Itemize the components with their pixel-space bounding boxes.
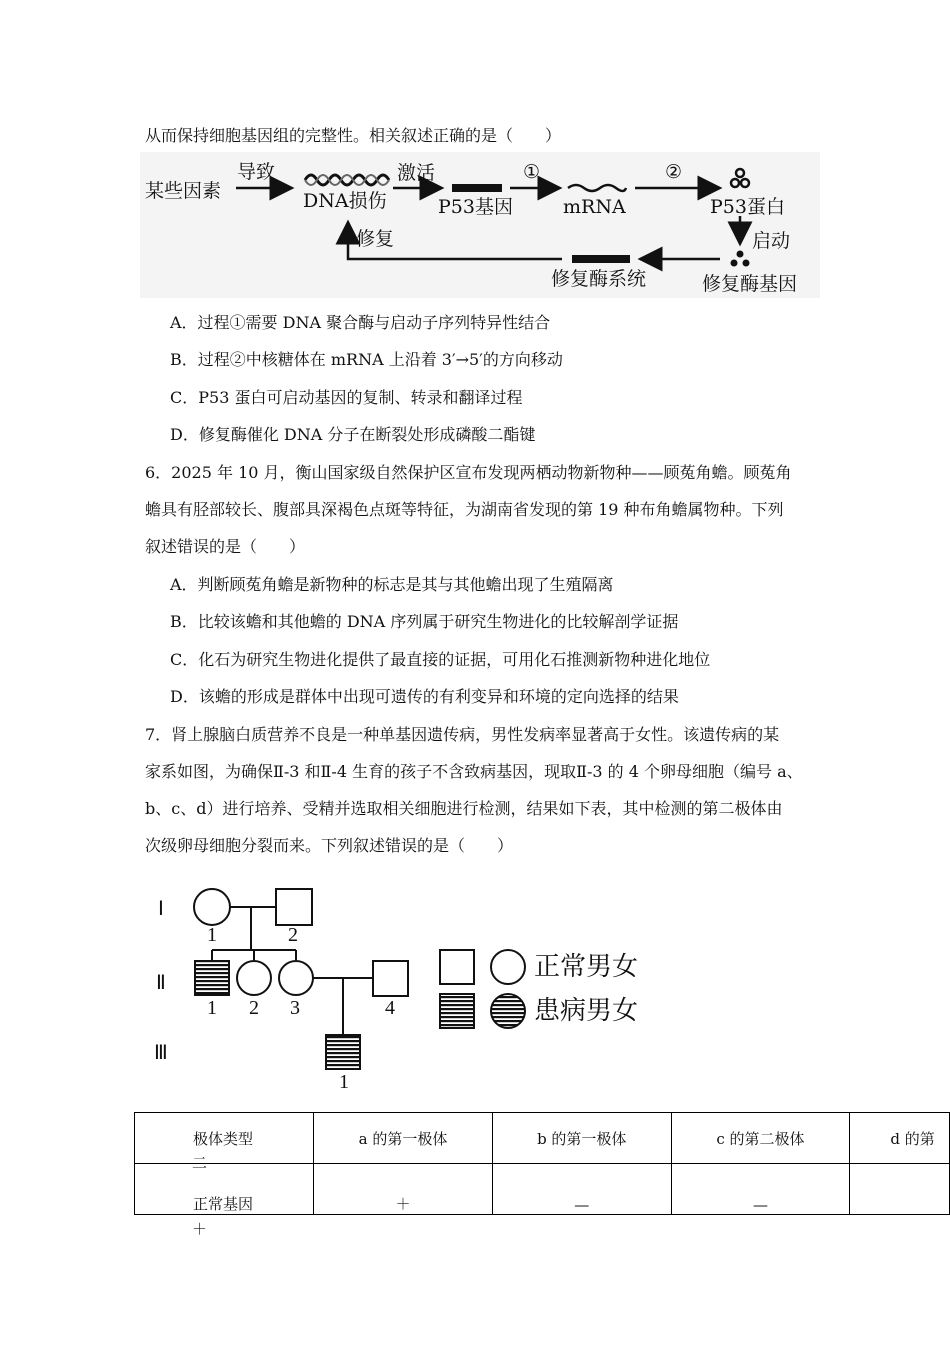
cell-c-value: — — [671, 1164, 850, 1215]
row-label-normal-gene: 正常基因 — [135, 1164, 314, 1215]
label-mrna: mRNA — [563, 196, 626, 218]
legend-affected-female — [491, 994, 525, 1028]
label-II-1: 1 — [207, 997, 217, 1019]
q5-option-d: D．修复酶催化 DNA 分子在断裂处形成磷酸二酯键 — [170, 425, 536, 444]
label-repair-system: 修复酶系统 — [551, 268, 647, 290]
legend-affected-male — [440, 994, 474, 1028]
q6-option-a: A．判断顾菟角蟾是新物种的标志是其与其他蟾出现了生殖隔离 — [170, 575, 614, 594]
label-II-2: 2 — [249, 997, 259, 1019]
label-repair: 修复 — [356, 228, 395, 250]
row-overflow-text: ＋ — [192, 1220, 208, 1238]
q5-option-b: B．过程②中核糖体在 mRNA 上沿着 3′→5′的方向移动 — [170, 350, 563, 369]
polar-body-table — [134, 1112, 950, 1215]
header-overflow-text: 二 — [192, 1154, 208, 1172]
q7-line-4: 次级卵母细胞分裂而来。下列叙述错误的是（ ） — [145, 836, 514, 855]
table-header-row — [135, 1113, 950, 1164]
pedigree-II-1-affected-male — [195, 961, 229, 995]
label-step1: ① — [523, 161, 541, 183]
table-row-normal-gene — [135, 1164, 950, 1215]
label-factors: 某些因素 — [145, 180, 222, 202]
pedigree-I-2-male — [276, 889, 312, 925]
label-repair-gene: 修复酶基因 — [702, 273, 798, 295]
label-III-1: 1 — [339, 1071, 349, 1093]
label-cause: 导致 — [237, 161, 276, 183]
header-cell-c: c 的第二极体 — [671, 1113, 850, 1164]
label-step2: ② — [665, 161, 683, 183]
q6-line-1: 6．2025 年 10 月，衡山国家级自然保护区宣布发现两栖动物新物种——顾菟角蟾。顾菟角 — [145, 463, 792, 482]
legend-normal-text: 正常男女 — [534, 952, 639, 982]
q6-line-3: 叙述错误的是（ ） — [145, 537, 306, 556]
generation-II-label: Ⅱ — [156, 972, 166, 994]
label-p53-protein: P53蛋白 — [710, 196, 785, 218]
legend-affected-text: 患病男女 — [534, 996, 639, 1026]
q6-option-b: B．比较该蟾和其他蟾的 DNA 序列属于研究生物进化的比较解剖学证据 — [170, 612, 679, 631]
generation-III-label: Ⅲ — [154, 1042, 168, 1064]
pedigree-III-1-affected-male — [326, 1035, 360, 1069]
label-II-3: 3 — [290, 997, 300, 1019]
header-cell-type: 极体类型 — [135, 1113, 314, 1164]
pedigree-II-4-male — [373, 961, 408, 996]
cell-d-value — [850, 1164, 950, 1215]
header-cell-a: a 的第一极体 — [314, 1113, 493, 1164]
legend-normal-female — [491, 950, 525, 984]
label-I-2: 2 — [288, 924, 298, 946]
label-dna-damage: DNA损伤 — [303, 190, 387, 212]
label-activate: 激活 — [397, 162, 436, 184]
q6-line-2: 蟾具有胫部较长、腹部具深褐色点斑等特征，为湖南省发现的第 19 种布角蟾属物种。下列 — [145, 500, 784, 519]
q7-line-2: 家系如图，为确保Ⅱ-3 和Ⅱ-4 生育的孩子不含致病基因，现取Ⅱ-3 的 4 个卵母细胞（编号 a、 — [145, 762, 803, 781]
cell-a-value: ＋ — [314, 1164, 493, 1215]
q7-line-1: 7．肾上腺脑白质营养不良是一种单基因遗传病，男性发病率显著高于女性。该遗传病的某 — [145, 725, 780, 744]
header-cell-b: b 的第一极体 — [492, 1113, 671, 1164]
generation-I-label: Ⅰ — [158, 898, 164, 920]
q5-option-c: C．P53 蛋白可启动基因的复制、转录和翻译过程 — [170, 388, 523, 407]
pedigree-I-1-female — [194, 889, 230, 925]
label-I-1: 1 — [207, 924, 217, 946]
label-p53-gene: P53基因 — [438, 196, 513, 218]
q6-option-d: D．该蟾的形成是群体中出现可遗传的有利变异和环境的定向选择的结果 — [170, 687, 679, 706]
q7-line-3: b、c、d）进行培养、受精并选取相关细胞进行检测，结果如下表，其中检测的第二极体由 — [145, 799, 783, 818]
pedigree-II-3-female — [279, 961, 313, 995]
q5-intro-tail: 从而保持细胞基因组的完整性。相关叙述正确的是（ ） — [145, 126, 562, 145]
label-II-4: 4 — [385, 997, 395, 1019]
q5-option-a: A．过程①需要 DNA 聚合酶与启动子序列特异性结合 — [170, 313, 551, 332]
cell-b-value: — — [492, 1164, 671, 1215]
q6-option-c: C．化石为研究生物进化提供了最直接的证据，可用化石推测新物种进化地位 — [170, 650, 711, 669]
header-cell-d: d 的第 — [850, 1113, 950, 1164]
label-start: 启动 — [752, 230, 791, 252]
legend-normal-male — [440, 950, 474, 984]
pedigree-II-2-female — [237, 961, 271, 995]
